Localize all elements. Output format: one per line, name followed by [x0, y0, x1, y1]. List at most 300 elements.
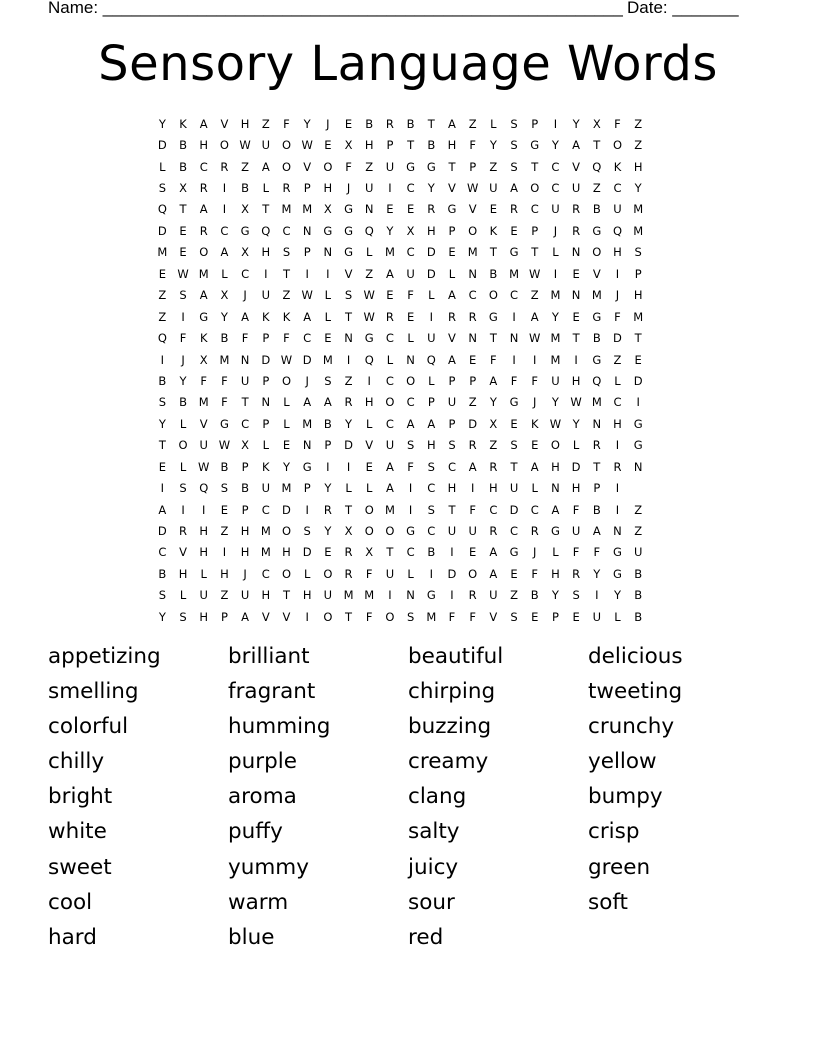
grid-cell[interactable]: O — [281, 524, 291, 539]
grid-cell[interactable]: U — [551, 202, 560, 217]
grid-cell[interactable]: V — [448, 181, 456, 196]
grid-cell[interactable]: E — [179, 245, 187, 260]
grid-cell[interactable]: B — [323, 416, 332, 431]
grid-cell[interactable]: Y — [158, 116, 166, 131]
grid-cell[interactable]: U — [240, 373, 250, 388]
grid-cell[interactable]: G — [633, 438, 643, 453]
grid-cell[interactable]: P — [448, 416, 456, 431]
grid-cell[interactable]: E — [386, 288, 394, 303]
grid-cell[interactable]: N — [633, 459, 643, 474]
letter-grid[interactable] — [152, 113, 672, 628]
grid-cell[interactable]: P — [303, 481, 311, 496]
grid-cell[interactable]: T — [179, 202, 187, 217]
grid-cell[interactable]: E — [365, 459, 373, 474]
grid-cell[interactable]: P — [303, 245, 311, 260]
grid-cell[interactable]: M — [343, 588, 354, 603]
grid-cell[interactable]: F — [614, 309, 621, 324]
grid-cell[interactable]: V — [448, 331, 456, 346]
grid-cell[interactable]: T — [407, 138, 415, 153]
grid-cell[interactable]: D — [509, 502, 519, 517]
grid-cell[interactable]: I — [408, 502, 413, 517]
grid-cell[interactable]: A — [199, 202, 208, 217]
grid-cell[interactable]: T — [345, 309, 353, 324]
grid-cell[interactable]: H — [633, 159, 643, 174]
grid-cell[interactable]: S — [158, 181, 166, 196]
grid-cell[interactable]: W — [529, 266, 541, 281]
grid-cell[interactable]: E — [158, 266, 166, 281]
grid-cell[interactable]: W — [301, 288, 313, 303]
grid-cell[interactable]: C — [241, 416, 250, 431]
grid-cell[interactable]: F — [614, 116, 621, 131]
grid-cell[interactable]: P — [220, 609, 228, 624]
grid-cell[interactable]: F — [345, 159, 352, 174]
grid-cell[interactable]: N — [364, 202, 374, 217]
grid-cell[interactable]: H — [613, 416, 622, 431]
grid-cell[interactable]: Y — [551, 588, 559, 603]
grid-cell[interactable]: S — [220, 481, 229, 496]
grid-cell[interactable]: E — [531, 609, 539, 624]
grid-cell[interactable]: T — [241, 395, 249, 410]
grid-cell[interactable]: Y — [551, 309, 559, 324]
grid-cell[interactable]: S — [158, 588, 166, 603]
grid-cell[interactable]: B — [241, 181, 250, 196]
grid-cell[interactable]: T — [531, 245, 539, 260]
grid-cell[interactable]: I — [346, 459, 351, 474]
grid-cell[interactable]: A — [530, 459, 539, 474]
grid-cell[interactable]: L — [552, 545, 559, 560]
grid-cell[interactable]: E — [158, 459, 166, 474]
grid-cell[interactable]: C — [199, 159, 208, 174]
grid-cell[interactable]: P — [427, 395, 435, 410]
grid-cell[interactable]: F — [221, 373, 228, 388]
grid-cell[interactable]: W — [363, 288, 375, 303]
grid-cell[interactable]: N — [468, 331, 477, 346]
grid-cell[interactable]: H — [178, 566, 188, 581]
grid-cell[interactable]: G — [406, 159, 416, 174]
grid-cell[interactable]: S — [572, 588, 580, 603]
grid-cell[interactable]: R — [530, 524, 539, 539]
grid-cell[interactable]: A — [199, 288, 208, 303]
grid-cell[interactable]: U — [385, 566, 395, 581]
grid-cell[interactable]: H — [199, 609, 209, 624]
grid-cell[interactable]: I — [222, 181, 227, 196]
grid-cell[interactable]: O — [385, 609, 395, 624]
grid-cell[interactable]: C — [385, 331, 394, 346]
grid-cell[interactable]: K — [262, 459, 270, 474]
grid-cell[interactable]: R — [468, 588, 477, 603]
grid-cell[interactable]: U — [199, 588, 208, 603]
grid-cell[interactable]: V — [592, 266, 601, 281]
grid-cell[interactable]: I — [181, 309, 185, 324]
grid-cell[interactable]: S — [344, 288, 353, 303]
grid-cell[interactable]: A — [489, 566, 498, 581]
grid-cell[interactable]: I — [305, 266, 309, 281]
grid-cell[interactable]: U — [509, 481, 519, 496]
grid-cell[interactable]: E — [324, 545, 332, 560]
grid-cell[interactable]: S — [448, 438, 456, 453]
grid-cell[interactable]: X — [199, 352, 208, 367]
grid-cell[interactable]: O — [592, 245, 602, 260]
grid-cell[interactable]: F — [365, 566, 373, 581]
grid-cell[interactable]: F — [448, 609, 456, 624]
grid-cell[interactable]: O — [364, 524, 374, 539]
grid-cell[interactable]: R — [613, 459, 622, 474]
grid-cell[interactable]: E — [572, 309, 580, 324]
grid-cell[interactable]: Z — [634, 116, 643, 131]
grid-cell[interactable]: E — [406, 202, 415, 217]
grid-cell[interactable]: G — [426, 159, 436, 174]
grid-cell[interactable]: U — [323, 588, 333, 603]
grid-cell[interactable]: W — [177, 266, 189, 281]
grid-cell[interactable]: V — [303, 159, 312, 174]
grid-cell[interactable]: D — [302, 352, 312, 367]
grid-cell[interactable]: L — [407, 566, 414, 581]
grid-cell[interactable]: O — [468, 223, 478, 238]
grid-cell[interactable]: B — [427, 545, 436, 560]
grid-cell[interactable]: H — [447, 138, 457, 153]
grid-cell[interactable]: P — [386, 138, 394, 153]
grid-cell[interactable]: X — [323, 202, 332, 217]
grid-cell[interactable]: L — [366, 481, 373, 496]
grid-cell[interactable]: L — [448, 266, 456, 281]
grid-cell[interactable]: G — [364, 331, 374, 346]
grid-cell[interactable]: Q — [364, 352, 374, 367]
grid-cell[interactable]: E — [489, 202, 497, 217]
grid-cell[interactable]: M — [467, 245, 478, 260]
grid-cell[interactable]: U — [551, 373, 560, 388]
grid-cell[interactable]: N — [261, 395, 271, 410]
grid-cell[interactable]: A — [489, 373, 498, 388]
grid-cell[interactable]: X — [489, 416, 498, 431]
grid-cell[interactable]: H — [447, 481, 457, 496]
grid-cell[interactable]: S — [427, 502, 435, 517]
grid-cell[interactable]: M — [302, 202, 313, 217]
grid-cell[interactable]: I — [574, 352, 578, 367]
grid-cell[interactable]: L — [407, 331, 414, 346]
grid-cell[interactable]: Z — [634, 502, 643, 517]
grid-cell[interactable]: N — [551, 481, 560, 496]
grid-cell[interactable]: L — [614, 609, 621, 624]
grid-cell[interactable]: T — [386, 545, 394, 560]
grid-cell[interactable]: T — [448, 502, 456, 517]
grid-cell[interactable]: A — [323, 395, 332, 410]
grid-cell[interactable]: J — [553, 223, 558, 238]
grid-cell[interactable]: U — [592, 609, 601, 624]
grid-cell[interactable]: Y — [179, 373, 187, 388]
grid-cell[interactable]: L — [552, 245, 559, 260]
grid-cell[interactable]: I — [305, 609, 309, 624]
grid-cell[interactable]: B — [489, 266, 498, 281]
grid-cell[interactable]: C — [489, 502, 498, 517]
grid-cell[interactable]: A — [551, 502, 560, 517]
grid-cell[interactable]: S — [634, 245, 642, 260]
grid-cell[interactable]: B — [179, 395, 187, 410]
grid-cell[interactable]: P — [303, 181, 311, 196]
grid-cell[interactable]: O — [364, 502, 374, 517]
grid-cell[interactable]: I — [388, 181, 392, 196]
grid-cell[interactable]: A — [468, 459, 477, 474]
grid-cell[interactable]: Y — [345, 416, 353, 431]
grid-cell[interactable]: T — [282, 266, 290, 281]
grid-cell[interactable]: H — [220, 566, 229, 581]
grid-cell[interactable]: F — [593, 545, 601, 560]
grid-cell[interactable]: R — [199, 223, 208, 238]
grid-cell[interactable]: E — [510, 566, 518, 581]
grid-cell[interactable]: M — [384, 245, 395, 260]
grid-cell[interactable]: J — [615, 288, 620, 303]
grid-cell[interactable]: L — [386, 352, 394, 367]
grid-cell[interactable]: G — [592, 223, 602, 238]
grid-cell[interactable]: E — [572, 266, 580, 281]
grid-cell[interactable]: T — [282, 588, 290, 603]
grid-cell[interactable]: U — [365, 181, 374, 196]
grid-cell[interactable]: H — [240, 524, 250, 539]
grid-cell[interactable]: C — [406, 181, 415, 196]
grid-cell[interactable]: P — [469, 373, 477, 388]
grid-cell[interactable]: O — [219, 138, 229, 153]
grid-cell[interactable]: H — [571, 373, 581, 388]
grid-cell[interactable]: T — [634, 331, 642, 346]
grid-cell[interactable]: Z — [158, 309, 167, 324]
grid-cell[interactable]: C — [427, 481, 436, 496]
grid-cell[interactable]: R — [447, 309, 456, 324]
grid-cell[interactable]: O — [550, 438, 560, 453]
grid-cell[interactable]: A — [220, 245, 229, 260]
grid-cell[interactable]: S — [510, 116, 518, 131]
grid-cell[interactable]: C — [261, 502, 270, 517]
grid-cell[interactable]: D — [571, 459, 581, 474]
grid-cell[interactable]: I — [615, 438, 620, 453]
grid-cell[interactable]: S — [179, 288, 187, 303]
grid-cell[interactable]: C — [613, 395, 622, 410]
grid-cell[interactable]: S — [179, 481, 187, 496]
grid-cell[interactable]: C — [282, 223, 291, 238]
grid-cell[interactable]: X — [241, 245, 250, 260]
grid-cell[interactable]: S — [324, 373, 332, 388]
grid-cell[interactable]: G — [447, 202, 457, 217]
grid-cell[interactable]: I — [636, 395, 640, 410]
grid-cell[interactable]: X — [220, 288, 229, 303]
grid-cell[interactable]: L — [428, 288, 435, 303]
grid-cell[interactable]: A — [241, 309, 250, 324]
grid-cell[interactable]: D — [157, 524, 167, 539]
grid-cell[interactable]: Z — [220, 524, 229, 539]
grid-cell[interactable]: M — [302, 416, 313, 431]
grid-cell[interactable]: U — [385, 438, 395, 453]
grid-cell[interactable]: I — [160, 352, 165, 367]
grid-cell[interactable]: H — [489, 481, 498, 496]
grid-cell[interactable]: E — [324, 331, 332, 346]
grid-cell[interactable]: B — [406, 116, 415, 131]
grid-cell[interactable]: M — [550, 288, 561, 303]
grid-cell[interactable]: R — [344, 566, 353, 581]
grid-cell[interactable]: P — [262, 373, 270, 388]
grid-cell[interactable]: B — [592, 202, 601, 217]
grid-cell[interactable]: M — [633, 223, 644, 238]
grid-cell[interactable]: T — [158, 438, 166, 453]
grid-cell[interactable]: G — [509, 395, 519, 410]
grid-cell[interactable]: N — [406, 352, 415, 367]
grid-cell[interactable]: U — [427, 331, 436, 346]
grid-cell[interactable]: A — [303, 309, 312, 324]
grid-cell[interactable]: H — [426, 223, 436, 238]
grid-cell[interactable]: R — [199, 181, 208, 196]
grid-cell[interactable]: I — [326, 459, 330, 474]
grid-cell[interactable]: C — [261, 566, 270, 581]
grid-cell[interactable]: L — [572, 438, 580, 453]
grid-cell[interactable]: O — [323, 566, 333, 581]
grid-cell[interactable]: C — [510, 288, 519, 303]
grid-cell[interactable]: Y — [593, 566, 601, 581]
grid-cell[interactable]: Q — [364, 223, 374, 238]
grid-cell[interactable]: E — [510, 223, 518, 238]
grid-cell[interactable]: I — [595, 588, 599, 603]
grid-cell[interactable]: N — [240, 352, 250, 367]
grid-cell[interactable]: G — [592, 352, 602, 367]
grid-cell[interactable]: D — [302, 545, 312, 560]
grid-cell[interactable]: Y — [324, 481, 332, 496]
grid-cell[interactable]: C — [385, 373, 394, 388]
grid-cell[interactable]: M — [260, 524, 271, 539]
grid-cell[interactable]: S — [427, 459, 435, 474]
grid-cell[interactable]: H — [571, 481, 581, 496]
grid-cell[interactable]: R — [220, 159, 229, 174]
grid-cell[interactable]: D — [633, 373, 643, 388]
grid-cell[interactable]: Q — [261, 223, 271, 238]
grid-cell[interactable]: R — [489, 524, 498, 539]
grid-cell[interactable]: P — [634, 266, 642, 281]
grid-cell[interactable]: T — [345, 609, 353, 624]
grid-cell[interactable]: H — [551, 566, 560, 581]
grid-cell[interactable]: E — [531, 438, 539, 453]
grid-cell[interactable]: L — [324, 309, 332, 324]
grid-cell[interactable]: M — [550, 331, 561, 346]
grid-cell[interactable]: G — [488, 309, 498, 324]
grid-cell[interactable]: H — [261, 588, 271, 603]
grid-cell[interactable]: H — [633, 288, 643, 303]
grid-cell[interactable]: N — [592, 416, 602, 431]
grid-cell[interactable]: C — [220, 223, 229, 238]
grid-cell[interactable]: X — [365, 545, 374, 560]
grid-cell[interactable]: I — [264, 266, 268, 281]
grid-cell[interactable]: Q — [592, 373, 602, 388]
grid-cell[interactable]: R — [344, 395, 353, 410]
grid-cell[interactable]: W — [549, 416, 562, 431]
grid-cell[interactable]: W — [529, 331, 541, 346]
grid-cell[interactable]: I — [367, 373, 371, 388]
grid-cell[interactable]: V — [489, 609, 498, 624]
grid-cell[interactable]: Y — [572, 116, 580, 131]
grid-cell[interactable]: L — [345, 481, 352, 496]
grid-cell[interactable]: Z — [241, 159, 250, 174]
grid-cell[interactable]: O — [530, 181, 540, 196]
grid-cell[interactable]: D — [157, 138, 167, 153]
grid-cell[interactable]: Z — [592, 181, 601, 196]
grid-cell[interactable]: X — [406, 223, 415, 238]
grid-cell[interactable]: W — [198, 459, 210, 474]
grid-cell[interactable]: X — [344, 138, 353, 153]
grid-cell[interactable]: I — [181, 502, 185, 517]
date-field[interactable]: Date: _______ — [627, 0, 739, 17]
grid-cell[interactable]: B — [634, 609, 643, 624]
grid-cell[interactable]: D — [157, 223, 167, 238]
grid-cell[interactable]: L — [531, 481, 538, 496]
grid-cell[interactable]: B — [592, 502, 601, 517]
grid-cell[interactable]: J — [243, 288, 247, 303]
grid-cell[interactable]: O — [488, 288, 498, 303]
grid-cell[interactable]: A — [448, 116, 456, 131]
grid-cell[interactable]: B — [634, 566, 643, 581]
grid-cell[interactable]: F — [469, 609, 476, 624]
grid-cell[interactable]: C — [468, 288, 477, 303]
grid-cell[interactable]: N — [468, 266, 477, 281]
grid-cell[interactable]: H — [364, 395, 374, 410]
grid-cell[interactable]: A — [427, 416, 436, 431]
grid-cell[interactable]: V — [220, 116, 229, 131]
grid-cell[interactable]: Y — [489, 138, 497, 153]
grid-cell[interactable]: L — [324, 288, 332, 303]
grid-cell[interactable]: M — [633, 202, 644, 217]
grid-cell[interactable]: A — [448, 288, 456, 303]
grid-cell[interactable]: X — [241, 202, 250, 217]
grid-cell[interactable]: K — [262, 309, 270, 324]
grid-cell[interactable]: Z — [261, 116, 270, 131]
grid-cell[interactable]: W — [301, 138, 313, 153]
grid-cell[interactable]: F — [572, 502, 580, 517]
grid-cell[interactable]: R — [489, 459, 498, 474]
grid-cell[interactable]: X — [241, 438, 250, 453]
grid-cell[interactable]: Z — [158, 288, 167, 303]
grid-cell[interactable]: V — [572, 159, 581, 174]
grid-cell[interactable]: J — [533, 395, 537, 410]
grid-cell[interactable]: G — [426, 588, 436, 603]
grid-cell[interactable]: F — [572, 545, 580, 560]
grid-cell[interactable]: M — [198, 395, 209, 410]
grid-cell[interactable]: M — [550, 352, 561, 367]
grid-cell[interactable]: G — [199, 309, 209, 324]
grid-cell[interactable]: C — [613, 181, 622, 196]
grid-cell[interactable]: M — [364, 588, 375, 603]
grid-cell[interactable]: A — [261, 159, 270, 174]
grid-cell[interactable]: H — [282, 545, 291, 560]
grid-cell[interactable]: Z — [220, 588, 229, 603]
grid-cell[interactable]: H — [261, 245, 271, 260]
grid-cell[interactable]: I — [512, 352, 516, 367]
grid-cell[interactable]: L — [303, 566, 311, 581]
grid-cell[interactable]: G — [509, 545, 519, 560]
grid-cell[interactable]: T — [427, 116, 435, 131]
grid-cell[interactable]: G — [406, 524, 416, 539]
grid-cell[interactable]: C — [303, 331, 312, 346]
grid-cell[interactable]: C — [530, 202, 539, 217]
grid-cell[interactable]: O — [323, 159, 333, 174]
grid-cell[interactable]: Y — [551, 395, 559, 410]
grid-cell[interactable]: M — [157, 245, 168, 260]
grid-cell[interactable]: C — [447, 459, 456, 474]
grid-cell[interactable]: Y — [634, 181, 642, 196]
grid-cell[interactable]: N — [344, 331, 353, 346]
grid-cell[interactable]: A — [303, 395, 312, 410]
grid-cell[interactable]: E — [634, 352, 642, 367]
grid-cell[interactable]: U — [199, 438, 208, 453]
grid-cell[interactable]: A — [530, 309, 539, 324]
grid-cell[interactable]: Y — [551, 138, 559, 153]
grid-cell[interactable]: L — [262, 181, 269, 196]
grid-cell[interactable]: F — [510, 373, 518, 388]
grid-cell[interactable]: F — [531, 373, 539, 388]
grid-cell[interactable]: B — [220, 331, 229, 346]
grid-cell[interactable]: F — [200, 373, 208, 388]
